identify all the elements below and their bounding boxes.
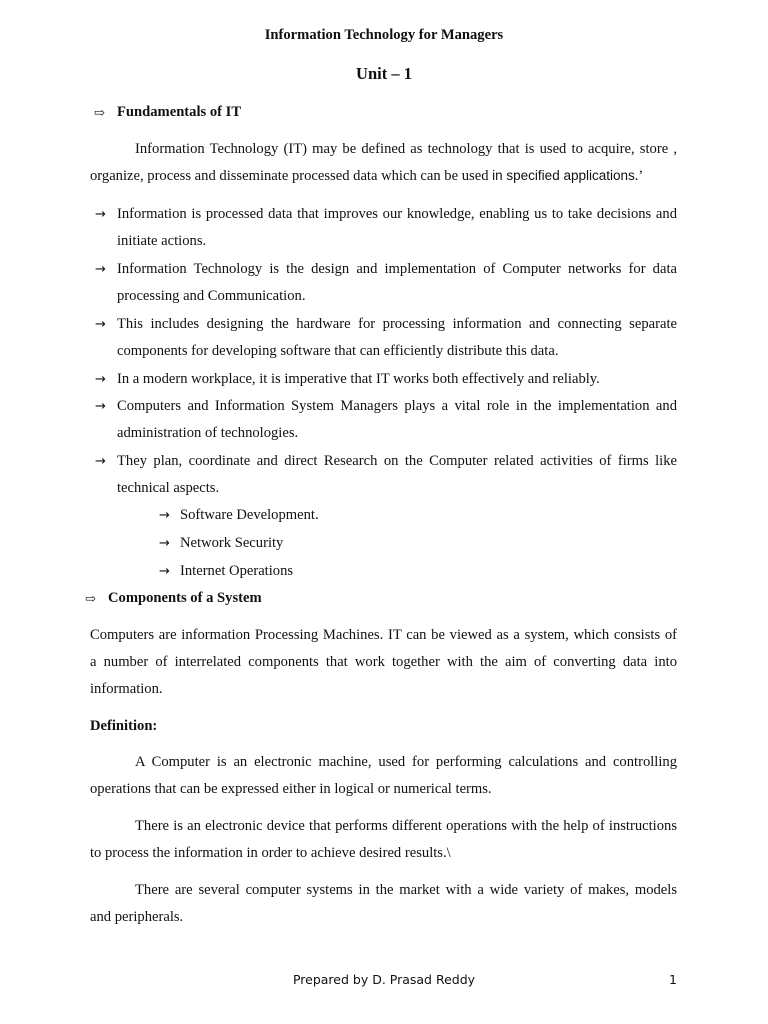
definition-label: Definition:: [90, 718, 158, 734]
bullet-1-line-2: initiate actions.: [117, 233, 207, 249]
sub-bullet-1: Software Development.: [180, 507, 319, 523]
intro-line-2-emphasis: in specified applications: [492, 168, 635, 183]
components-para-line-3: information.: [90, 681, 163, 697]
right-arrow-icon: →: [95, 262, 106, 277]
bullet-4-line-1: In a modern workplace, it is imperative that IT works both effectively and reliably.: [117, 371, 600, 387]
right-arrow-icon: →: [159, 536, 170, 551]
definition-para-2-line-2: to process the information in order to achieve desired results.\: [90, 845, 451, 861]
bullet-1-line-1: Information is processed data that improves our knowledge, enabling us to take decisions and: [117, 206, 677, 222]
bullet-5-line-2: administration of technologies.: [117, 425, 299, 441]
sub-bullet-3: Internet Operations: [180, 563, 294, 579]
bullet-6-line-1: They plan, coordinate and direct Research on the Computer related activities of firms like: [117, 453, 677, 469]
footer-prepared-by: Prepared by D. Prasad Reddy: [292, 972, 476, 987]
definition-para-1-line-2: operations that can be expressed either in logical or numerical terms.: [90, 781, 492, 797]
document-title: Information Technology for Managers: [264, 27, 504, 43]
bullet-2-line-2: processing and Communication.: [117, 288, 306, 304]
definition-para-3-line-1: There are several computer systems in the market with a wide variety of makes, models: [135, 882, 677, 898]
bullet-2-line-1: Information Technology is the design and implementation of Computer networks for data: [117, 261, 677, 277]
hollow-right-arrow-icon: ⇨: [94, 105, 105, 120]
bullet-5-line-1: Computers and Information System Managers plays a vital role in the implementation and: [117, 398, 677, 414]
sub-bullet-2: Network Security: [180, 535, 284, 551]
unit-title: Unit – 1: [356, 64, 412, 83]
definition-para-1-line-1: A Computer is an electronic machine, used for performing calculations and controlling: [135, 754, 677, 770]
components-para-line-2: a number of interrelated components that work together with the aim of converting data into: [90, 654, 677, 670]
right-arrow-icon: →: [95, 454, 106, 469]
intro-line-1: Information Technology (IT) may be defined as technology that is used to acquire, store ,: [135, 141, 677, 157]
intro-line-2-text: organize, process and disseminate processed data which can be used: [90, 168, 489, 184]
right-arrow-icon: →: [95, 317, 106, 332]
definition-para-2-line-1: There is an electronic device that performs different operations with the help of instructions: [135, 818, 677, 834]
definition-para-3-line-2: and peripherals.: [90, 909, 184, 925]
right-arrow-icon: →: [159, 564, 170, 579]
page-number: 1: [669, 972, 677, 987]
right-arrow-icon: →: [95, 207, 106, 222]
right-arrow-icon: →: [95, 399, 106, 414]
section-heading-components: Components of a System: [108, 590, 262, 606]
right-arrow-icon: →: [95, 372, 106, 387]
hollow-right-arrow-icon: ⇨: [85, 591, 96, 606]
bullet-3-line-2: components for developing software that can efficiently distribute this data.: [117, 343, 559, 359]
components-para-line-1: Computers are information Processing Machines. IT can be viewed as a system, which consists of: [90, 627, 677, 643]
intro-line-2-end: .’: [634, 168, 644, 184]
intro-line-2: [90, 168, 643, 185]
bullet-3-line-1: This includes designing the hardware for processing information and connecting separate: [117, 316, 677, 332]
right-arrow-icon: →: [159, 508, 170, 523]
section-heading-fundamentals: Fundamentals of IT: [117, 104, 242, 120]
bullet-6-line-2: technical aspects.: [117, 480, 220, 496]
